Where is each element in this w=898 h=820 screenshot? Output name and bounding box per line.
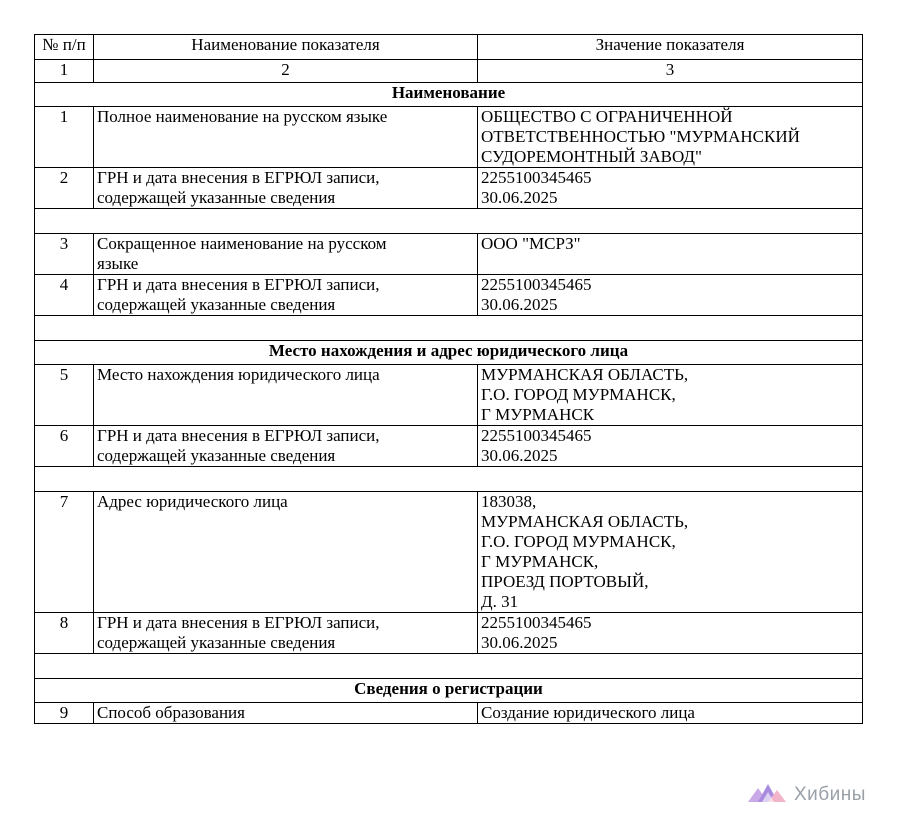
indicator-value-line: 30.06.2025 (481, 295, 558, 314)
indicator-value (478, 492, 863, 613)
indicator-value-line: Г.О. ГОРОД МУРМАНСК, (481, 532, 676, 551)
row-number: 5 (35, 365, 94, 426)
column-numbers-row (35, 60, 863, 83)
header-row (35, 35, 863, 60)
row-number: 6 (35, 426, 94, 467)
indicator-value-line: Г МУРМАНСК (481, 405, 595, 424)
indicator-value-line: МУРМАНСКАЯ ОБЛАСТЬ, (481, 512, 689, 531)
row-number: 8 (35, 613, 94, 654)
empty-row (35, 467, 863, 492)
indicator-name (94, 365, 478, 426)
row-number: 9 (35, 703, 94, 724)
indicator-value (478, 613, 863, 654)
indicator-name-line: ГРН и дата внесения в ЕГРЮЛ записи, (97, 168, 380, 187)
indicator-value-line: 30.06.2025 (481, 446, 558, 465)
mountains-logo-icon (748, 782, 794, 808)
table-row (35, 703, 863, 724)
indicator-value-line: Д. 31 (481, 592, 519, 611)
indicator-value-line: Создание юридического лица (481, 703, 695, 722)
section-title-location: Место нахождения и адрес юридического лица (35, 341, 863, 365)
indicator-name (94, 492, 478, 613)
indicator-value-line: 30.06.2025 (481, 633, 558, 652)
table-row (35, 107, 863, 168)
indicator-name-line: ГРН и дата внесения в ЕГРЮЛ записи, (97, 275, 380, 294)
table-row (35, 613, 863, 654)
indicator-value-line: ОБЩЕСТВО С ОГРАНИЧЕННОЙ (481, 107, 733, 126)
table-row (35, 168, 863, 209)
indicator-name-line: содержащей указанные сведения (97, 633, 336, 652)
indicator-name (94, 107, 478, 168)
section-row (35, 341, 863, 365)
indicator-value-line: Г МУРМАНСК, (481, 552, 599, 571)
indicator-name-line: Способ образования (97, 703, 245, 722)
indicator-value-line: ПРОЕЗД ПОРТОВЫЙ, (481, 572, 649, 591)
column-number: 3 (478, 60, 863, 83)
indicator-name-line: содержащей указанные сведения (97, 295, 336, 314)
indicator-value (478, 426, 863, 467)
indicator-name-line: ГРН и дата внесения в ЕГРЮЛ записи, (97, 613, 380, 632)
header-indicator-value: Значение показателя (478, 35, 863, 60)
indicator-name-line: содержащей указанные сведения (97, 188, 336, 207)
empty-row (35, 316, 863, 341)
indicator-value-line: МУРМАНСКАЯ ОБЛАСТЬ, (481, 365, 689, 384)
section-row (35, 83, 863, 107)
indicator-value (478, 365, 863, 426)
indicator-value-line: ООО "МСРЗ" (481, 234, 581, 253)
column-number: 1 (35, 60, 94, 83)
row-number: 7 (35, 492, 94, 613)
table-row (35, 492, 863, 613)
indicator-value (478, 703, 863, 724)
indicator-name (94, 426, 478, 467)
indicator-name (94, 703, 478, 724)
empty-row (35, 209, 863, 234)
row-number: 4 (35, 275, 94, 316)
indicator-name-line: Сокращенное наименование на русском (97, 234, 387, 253)
indicator-value-line: ОТВЕТСТВЕННОСТЬЮ "МУРМАНСКИЙ (481, 127, 800, 146)
empty-row (35, 654, 863, 679)
indicator-value-line: 183038, (481, 492, 537, 511)
indicator-name-line: Адрес юридического лица (97, 492, 288, 511)
section-title-registration: Сведения о регистрации (35, 679, 863, 703)
header-number: № п/п (35, 35, 94, 60)
row-number: 2 (35, 168, 94, 209)
indicator-name-line: содержащей указанные сведения (97, 446, 336, 465)
section-row (35, 679, 863, 703)
indicator-name-line: ГРН и дата внесения в ЕГРЮЛ записи, (97, 426, 380, 445)
indicator-value (478, 234, 863, 275)
indicator-name-line: языке (97, 254, 139, 273)
indicator-value-line: 2255100345465 (481, 275, 592, 294)
indicator-name-line: Полное наименование на русском языке (97, 107, 388, 126)
indicator-name (94, 275, 478, 316)
indicator-name-line: Место нахождения юридического лица (97, 365, 380, 384)
table-row (35, 234, 863, 275)
table-row (35, 365, 863, 426)
indicator-name (94, 168, 478, 209)
indicator-value (478, 107, 863, 168)
section-title-name: Наименование (35, 83, 863, 107)
indicator-value-line: СУДОРЕМОНТНЫЙ ЗАВОД" (481, 147, 702, 166)
row-number: 3 (35, 234, 94, 275)
indicator-name (94, 613, 478, 654)
watermark-text: Хибины (794, 784, 866, 805)
column-number: 2 (94, 60, 478, 83)
table-row (35, 426, 863, 467)
indicator-value-line: 2255100345465 (481, 426, 592, 445)
indicator-value-line: Г.О. ГОРОД МУРМАНСК, (481, 385, 676, 404)
watermark (748, 782, 866, 808)
header-indicator-name: Наименование показателя (94, 35, 478, 60)
row-number: 1 (35, 107, 94, 168)
indicator-name (94, 234, 478, 275)
indicator-value (478, 168, 863, 209)
indicator-value-line: 30.06.2025 (481, 188, 558, 207)
indicator-value (478, 275, 863, 316)
indicator-value-line: 2255100345465 (481, 613, 592, 632)
egrul-extract-table (34, 34, 863, 724)
table-row (35, 275, 863, 316)
indicator-value-line: 2255100345465 (481, 168, 592, 187)
